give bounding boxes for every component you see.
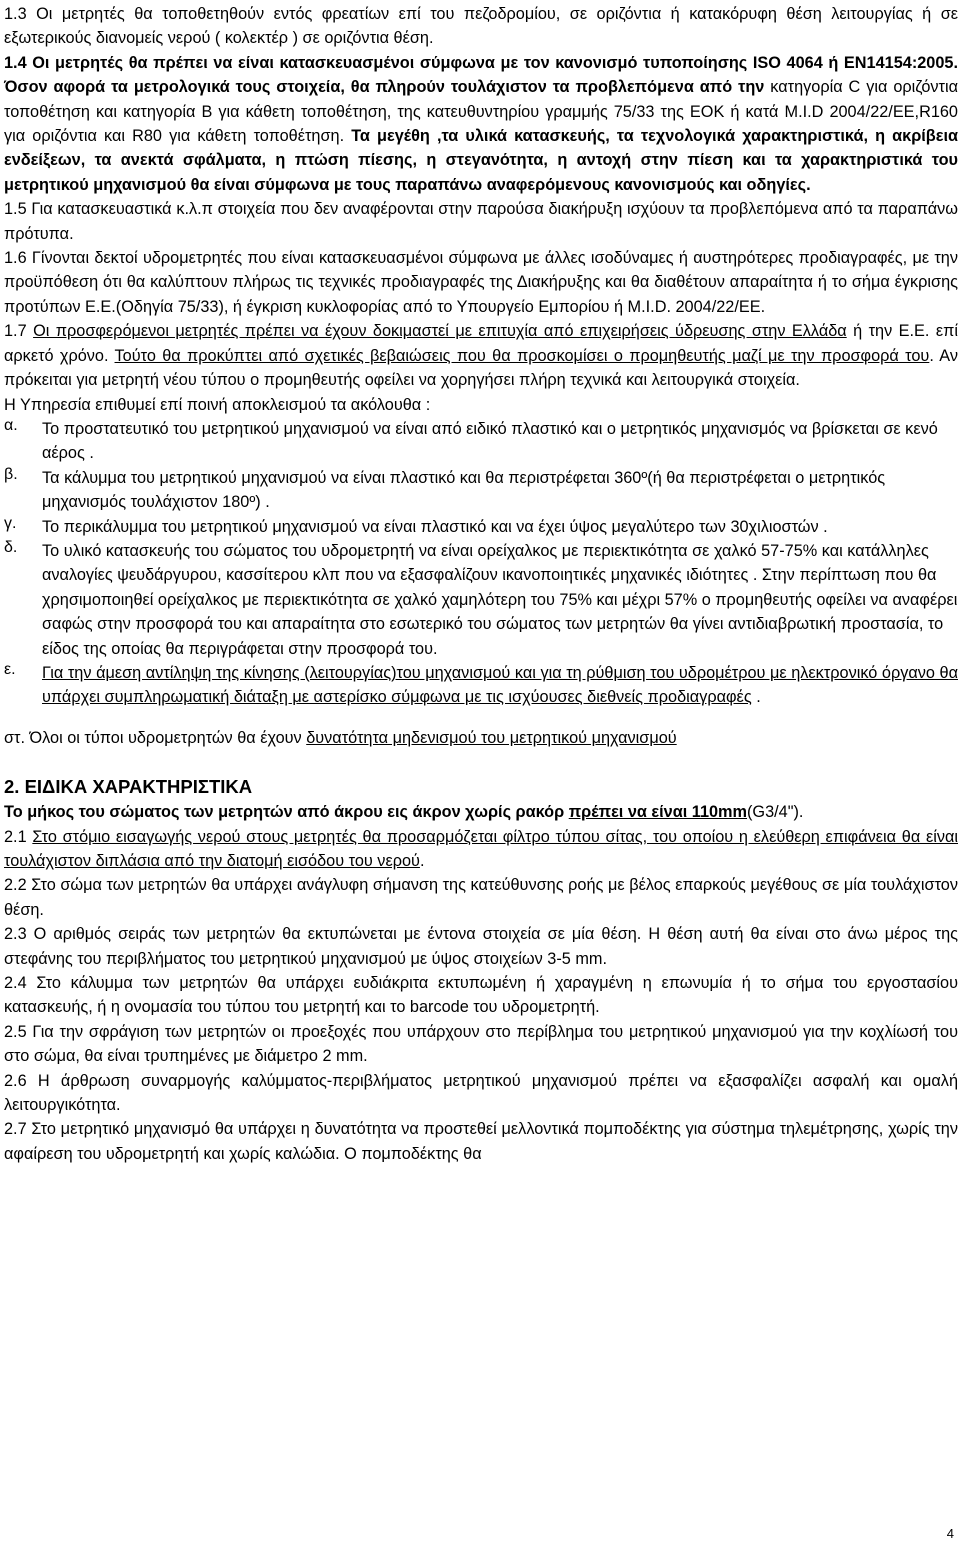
list-item-e-underlined: Για την άμεση αντίληψη της κίνησης (λειτουργίας)του μηχανισμού και για τη ρύθμιση του υδρομέτρου με ηλεκτρονικό όργανο θα υπάρχει συμπληρωματική διάταξη με αστερίσκο σύμφωνα με τις ισχύουσες διεθνείς προδιαγραφές <box>42 663 958 707</box>
paragraph-2-5: 2.5 Για την σφράγιση των μετρητών οι προεξοχές που υπάρχουν στο περίβλημα του μετρητικού μηχανισμού για την κοχλίωσή του στο σώμα, θα είναι τρυπημένες με διάμετρο 2 mm. <box>4 1022 958 1066</box>
spacer <box>4 750 958 774</box>
section-2-intro-bold-underlined: πρέπει να είναι 110mm <box>568 803 748 822</box>
paragraph-1-5: 1.5 Για κατασκευαστικά κ.λ.π στοιχεία που δεν αναφέρονται στην παρούσα διακήρυξη ισχύουν τα προβλεπόμενα από τα παραπάνω πρότυπα. <box>4 200 958 243</box>
list-item-st-text: Όλοι οι τύποι υδρομετρητών θα έχουν <box>25 728 307 747</box>
paragraph-1-7-regular-1: ή την Ε.Ε. επί αρκετό χρόνο. <box>4 322 958 365</box>
page-number: 4 <box>946 1526 954 1541</box>
paragraph-2-4: 2.4 Στο κάλυμμα των μετρητών θα υπάρχει ευδιάκριτα εκτυπωμένη ή χαραγμένη η επωνυμία ή το σήμα του εργοστασίου κατασκευής, ή η ονομασία του τύπου του μετρητή και το barcode του υδρομετρητή. <box>4 974 958 1017</box>
paragraph-2-3: 2.3 Ο αριθμός σειράς των μετρητών θα εκτυπώνεται με έντονα στοιχεία σε μία θέση. Η θέση αυτή θα είναι στο άνω μέρος της στεφάνης του περιβλήματος του μετρητικού μηχανισμού με ύψος στοιχείων 3-5 mm. <box>4 925 958 968</box>
list-item-text: Τα κάλυμμα του μετρητικού μηχανισμού να είναι πλαστικό και θα περιστρέφεται 360º(ή θα περιστρέφεται ο μετρητικός μηχανισμός τουλάχιστον 180º) . <box>42 468 886 512</box>
section-2-intro-tail: (G3/4"). <box>747 803 804 822</box>
list-item-st-underlined: δυνατότητα μηδενισμού του μετρητικού μηχανισμού <box>306 728 677 747</box>
list-item-b <box>4 466 958 515</box>
paragraph-1-4-regular: κατηγορία C για οριζόντια τοποθέτηση και κατηγορία B για κάθετη τοποθέτηση, της κατευθυντηρίου γραμμής 75/33 της ΕΟΚ ή κατά M.I.D 2004/22/ΕΕ,R160 για οριζόντια και R80 για κάθετη τοποθέτηση. <box>4 78 959 146</box>
paragraph-1-6: 1.6 Γίνονται δεκτοί υδρομετρητές που είναι κατασκευασμένοι σύμφωνα με άλλες ισοδύναμες ή αυστηρότερες προδιαγραφές, με την προϋπόθεση ότι θα καλύπτουν πλήρως τις τεχνικές προδιαγραφές της Διακήρυξης και θα διαθέτουν απαραίτητα ή το σήμα έγκρισης προτύπων Ε.Ε.(Οδηγία 75/33), ή έγκριση κυκλοφορίας από το Υπουργείο Εμπορίου ή M.I.D. 2004/22/ΕΕ. <box>4 249 958 316</box>
list-item-label: γ. <box>4 514 17 532</box>
paragraph-2-1-tail: . <box>419 852 425 870</box>
paragraph-1-4-bold: 1.4 Οι μετρητές θα πρέπει να είναι κατασκευασμένοι σύμφωνα με τον κανονισμό τυποποίησης ISO 4064 ή EN14154:2005. Όσον αφορά τα μετρολογικά τους στοιχεία, θα πληρούν τουλάχιστον τα προβλεπόμενα από την <box>4 53 958 97</box>
list-item-d <box>4 539 958 661</box>
paragraph-2-6: 2.6 Η άρθρωση συναρμογής καλύμματος-περιβλήματος μετρητικού μηχανισμού πρέπει να εξασφαλίζει ασφαλή και ομαλή λειτουργικότητα. <box>4 1071 958 1115</box>
section-2-intro-bold: Το μήκος του σώματος των μετρητών από άκρου εις άκρον χωρίς ρακόρ <box>4 803 569 822</box>
list-item-e <box>4 661 958 710</box>
paragraph-1-3: 1.3 Οι μετρητές θα τοποθετηθούν εντός φρεατίων επί του πεζοδρομίου, σε οριζόντια ή κατακόρυφη θέση λειτουργίας ή σε εξωτερικούς διανομείς νερού ( κολεκτέρ ) σε οριζόντια θέση. <box>4 5 958 48</box>
paragraph-1-4 <box>4 51 958 197</box>
paragraph-1-7-underlined-2: Τούτο θα προκύπτει από σχετικές βεβαιώσεις που θα προσκομίσει ο προμηθευτής μαζί με την προσφορά του <box>114 346 930 365</box>
section-2-title: 2. ΕΙΔΙΚΑ ΧΑΡΑΚΤΗΡΙΣΤΙΚΑ <box>4 776 253 798</box>
list-item-st-label: στ. <box>4 728 26 747</box>
paragraph-1-4-bold-2: Τα μεγέθη ,τα υλικά κατασκευής, τα τεχνολογικά χαρακτηριστικά, η ακρίβεια ενδείξεων, τα ανεκτά σφάλματα, η πτώση πίεσης, η στεγανότητα, η αντοχή στην πίεση και τα χαρακτηριστικά του μετρητικού μηχανισμού θα είναι σύμφωνα με τους παραπάνω αναφερόμενους κανονισμούς και οδηγίες. <box>4 127 958 194</box>
paragraph-1-7-number: 1.7 <box>4 322 34 341</box>
paragraph-2-1 <box>4 825 958 874</box>
paragraph-2-2: 2.2 Στο σώμα των μετρητών θα υπάρχει ανάγλυφη σήμανση της κατεύθυνσης ροής με βέλος επαρκούς μεγέθους σε μία τουλάχιστον θέση. <box>4 876 958 919</box>
service-intro: Η Υπηρεσία επιθυμεί επί ποινή αποκλεισμού τα ακόλουθα : <box>4 395 431 414</box>
document-page <box>4 2 958 1166</box>
section-2-intro <box>4 800 958 824</box>
list-item-text <box>42 661 958 710</box>
list-item-label: ε. <box>4 660 16 678</box>
paragraph-1-7-regular-2: . Αν πρόκειται για μετρητή νέου τύπου ο προμηθευτής οφείλει να χορηγήσει πλήρη τεχνικά και λειτουργικά στοιχεία. <box>4 346 958 390</box>
list-item-c <box>4 515 958 539</box>
spacer <box>4 710 958 726</box>
paragraph-2-1-underlined: Στο στόμιο εισαγωγής νερού στους μετρητές θα προσαρμόζεται φίλτρο τύπου σίτας, του οποίου η ελεύθερη επιφάνεια θα είναι τουλάχιστον διπλάσια από την διατομή εισόδου του νερού <box>4 827 958 870</box>
list-item-label: β. <box>4 465 18 483</box>
list-item-e-tail: . <box>751 688 761 707</box>
list-item-label: α. <box>4 416 18 434</box>
list-item-a <box>4 417 958 466</box>
list-item-text: Το υλικό κατασκευής του σώματος του υδρομετρητή να είναι ορείχαλκος με περιεκτικότητα σε χαλκό 57-75% και κατάλληλες αναλογίες ψευδάργυρου, κασσίτερου κλπ που να εξασφαλίζουν ικανοποιητικές μηχανικές ιδιότητες . Στην περίπτωση που θα χρησιμοποιηθεί ορείχαλκος με περιεκτικότητα σε χαλκό χαμηλότερη του 75% και μέχρι 57% ο προμηθευτής οφείλει να αναφέρει σαφώς στην προσφορά του και απαραίτητα στο εσωτερικό του σώματος των μετρητών θα γίνει αντιδιαβρωτική προστασία, το είδος της οποίας θα περιγράφεται στην προσφορά του. <box>42 541 958 658</box>
list-item-st <box>4 726 958 750</box>
paragraph-1-7 <box>4 319 958 392</box>
list-item-text: Το περικάλυμμα του μετρητικού μηχανισμού να είναι πλαστικό και να έχει ύψος μεγαλύτερο των 30χιλιοστών . <box>42 517 828 536</box>
paragraph-1-7-underlined-1: Οι προσφερόμενοι μετρητές πρέπει να έχουν δοκιμαστεί με επιτυχία από επιχειρήσεις ύδρευσης στην Ελλάδα <box>33 322 847 341</box>
paragraph-2-1-number: 2.1 <box>4 827 33 846</box>
list-item-label: δ. <box>4 538 18 556</box>
list-item-text: Το προστατευτικό του μετρητικού μηχανισμού να είναι από ειδικό πλαστικό και ο μετρητικός μηχανισμός να βρίσκεται σε κενό αέρος . <box>42 419 938 463</box>
paragraph-2-7: 2.7 Στο μετρητικό μηχανισμό θα υπάρχει η δυνατότητα να προστεθεί μελλοντικά πομποδέκτης για σύστημα τηλεμέτρησης, χωρίς την αφαίρεση του υδρομετρητή και χωρίς καλώδια. Ο πομποδέκτης θα <box>4 1120 958 1163</box>
